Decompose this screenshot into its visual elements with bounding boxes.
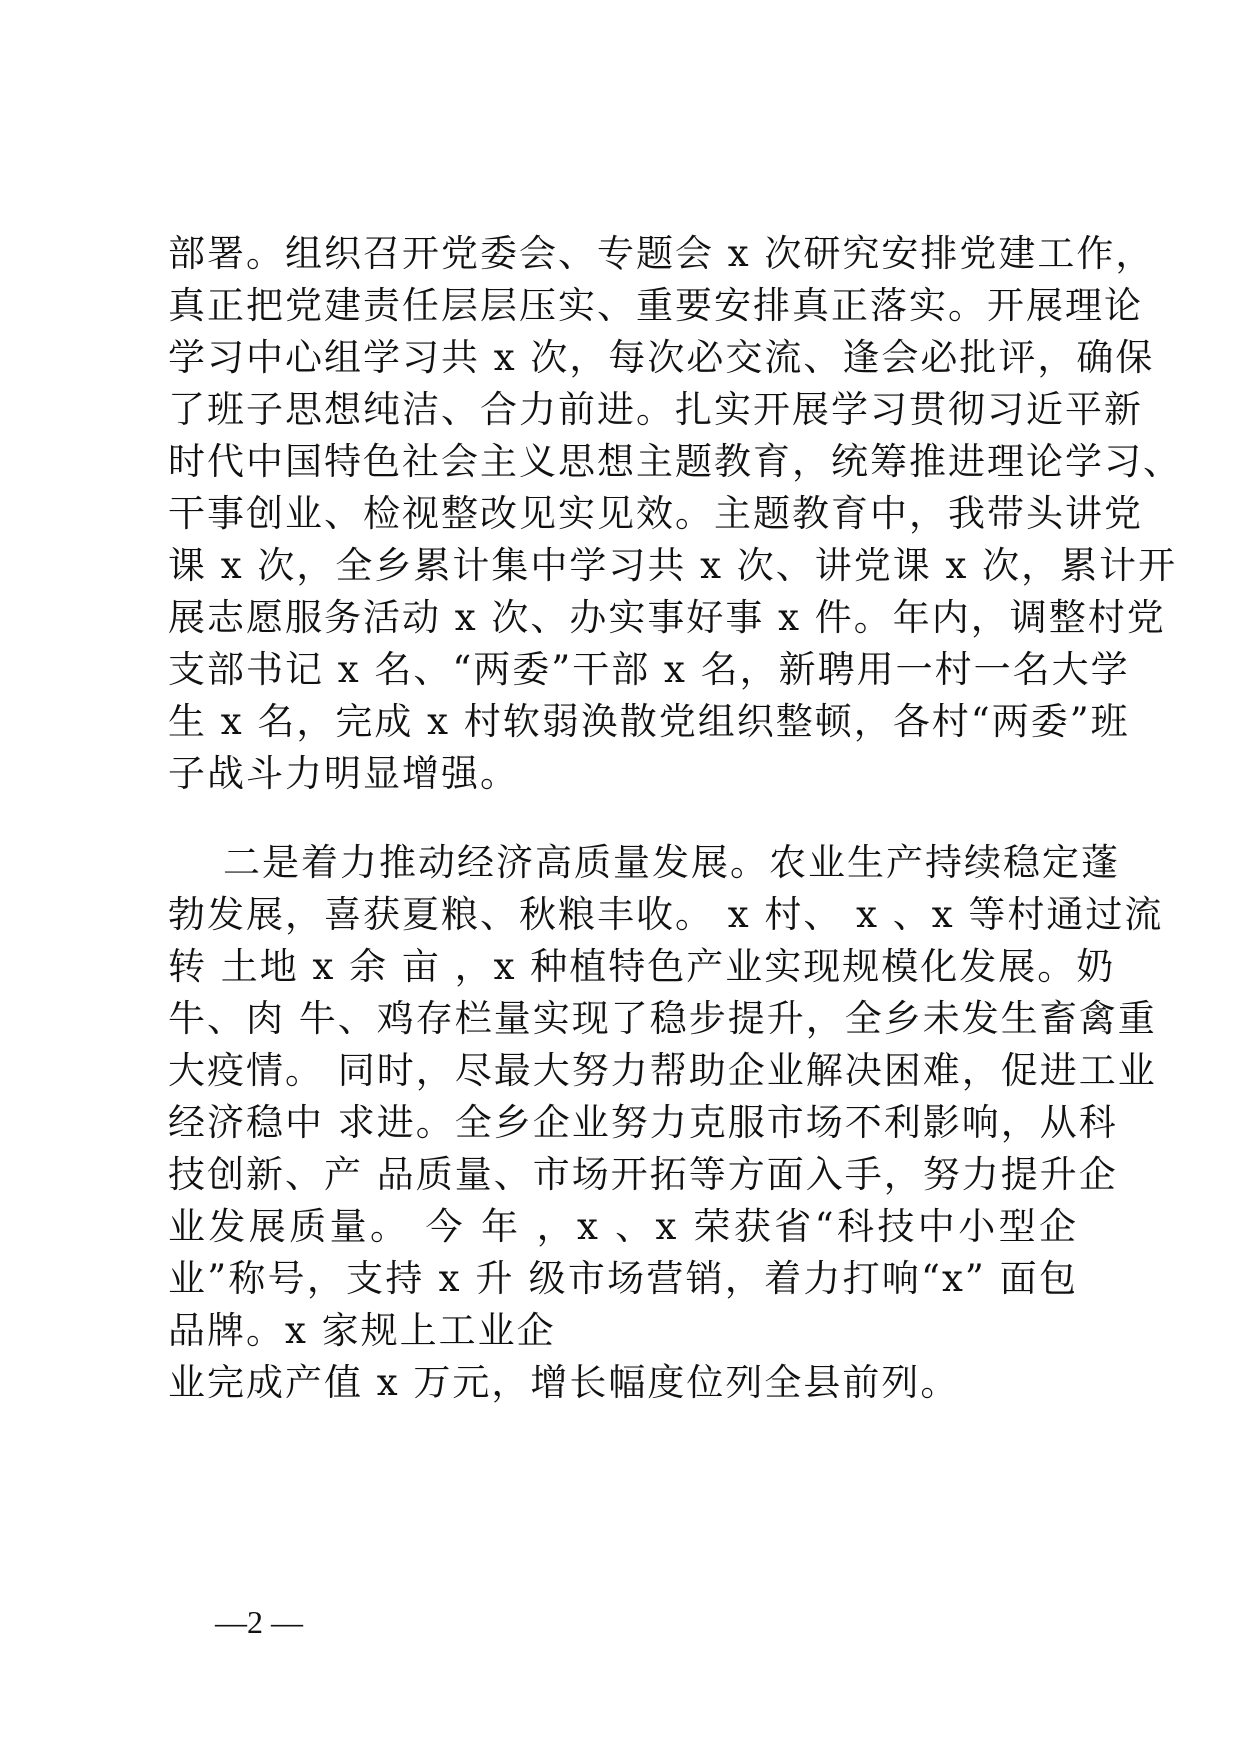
- text-line: 时代中国特色社会主义思想主题教育，统筹推进理论学习、: [168, 440, 1182, 483]
- text-line: 真正把党建责任层层压实、重要安排真正落实。开展理论: [168, 284, 1143, 327]
- text-line: 子战斗力明显增强。: [168, 752, 519, 795]
- body-text: [168, 228, 1182, 1409]
- paragraph-economy: [168, 837, 1164, 1409]
- text-line: 转 土地 x 余 亩 ，x 种植特色产业实现规模化发展。奶: [168, 945, 1116, 988]
- text-line: 技创新、产 品质量、市场开拓等方面入手，努力提升企: [168, 1153, 1118, 1196]
- text-line: 二是着力推动经济高质量发展。农业生产持续稳定蓬: [168, 841, 1121, 884]
- paragraph-party-building: [168, 228, 1182, 800]
- page-number: —2 —: [215, 1604, 303, 1640]
- text-line: 经济稳中 求进。全乡企业努力克服市场不利影响，从科: [168, 1101, 1118, 1144]
- text-line: 支部书记 x 名、“两委”干部 x 名，新聘用一村一名大学: [168, 648, 1130, 691]
- text-line: 勃发展，喜获夏粮、秋粮丰收。 x 村、 x 、x 等村通过流: [168, 893, 1164, 936]
- text-line: 课 x 次，全乡累计集中学习共 x 次、讲党课 x 次，累计开: [168, 544, 1178, 587]
- text-line: 业发展质量。 今 年 ，x 、x 荣获省“科技中小型企: [168, 1205, 1078, 1248]
- text-line: 部署。组织召开党委会、专题会 x 次研究安排党建工作，: [168, 232, 1155, 275]
- text-line: 干事创业、检视整改见实见效。主题教育中，我带头讲党: [168, 492, 1143, 535]
- text-line: 大疫情。 同时，尽最大努力帮助企业解决困难，促进工业: [168, 1049, 1157, 1092]
- text-line: 业”称号，支持 x 升 级市场营销，着力打响“x” 面包: [168, 1257, 1078, 1300]
- text-line: 生 x 名，完成 x 村软弱涣散党组织整顿，各村“两委”班: [168, 700, 1130, 743]
- text-line: 牛、肉 牛、鸡存栏量实现了稳步提升，全乡未发生畜禽重: [168, 997, 1157, 1040]
- paragraph-gap: [168, 800, 1078, 837]
- text-line: 品牌。x 家规上工业企: [168, 1309, 556, 1352]
- text-line: 了班子思想纯洁、合力前进。扎实开展学习贯彻习近平新: [168, 388, 1143, 431]
- text-line: 展志愿服务活动 x 次、办实事好事 x 件。年内，调整村党: [168, 596, 1166, 639]
- text-line: 业完成产值 x 万元，增长幅度位列全县前列。: [168, 1361, 960, 1404]
- text-line: 学习中心组学习共 x 次，每次必交流、逢会必批评，确保: [168, 336, 1155, 379]
